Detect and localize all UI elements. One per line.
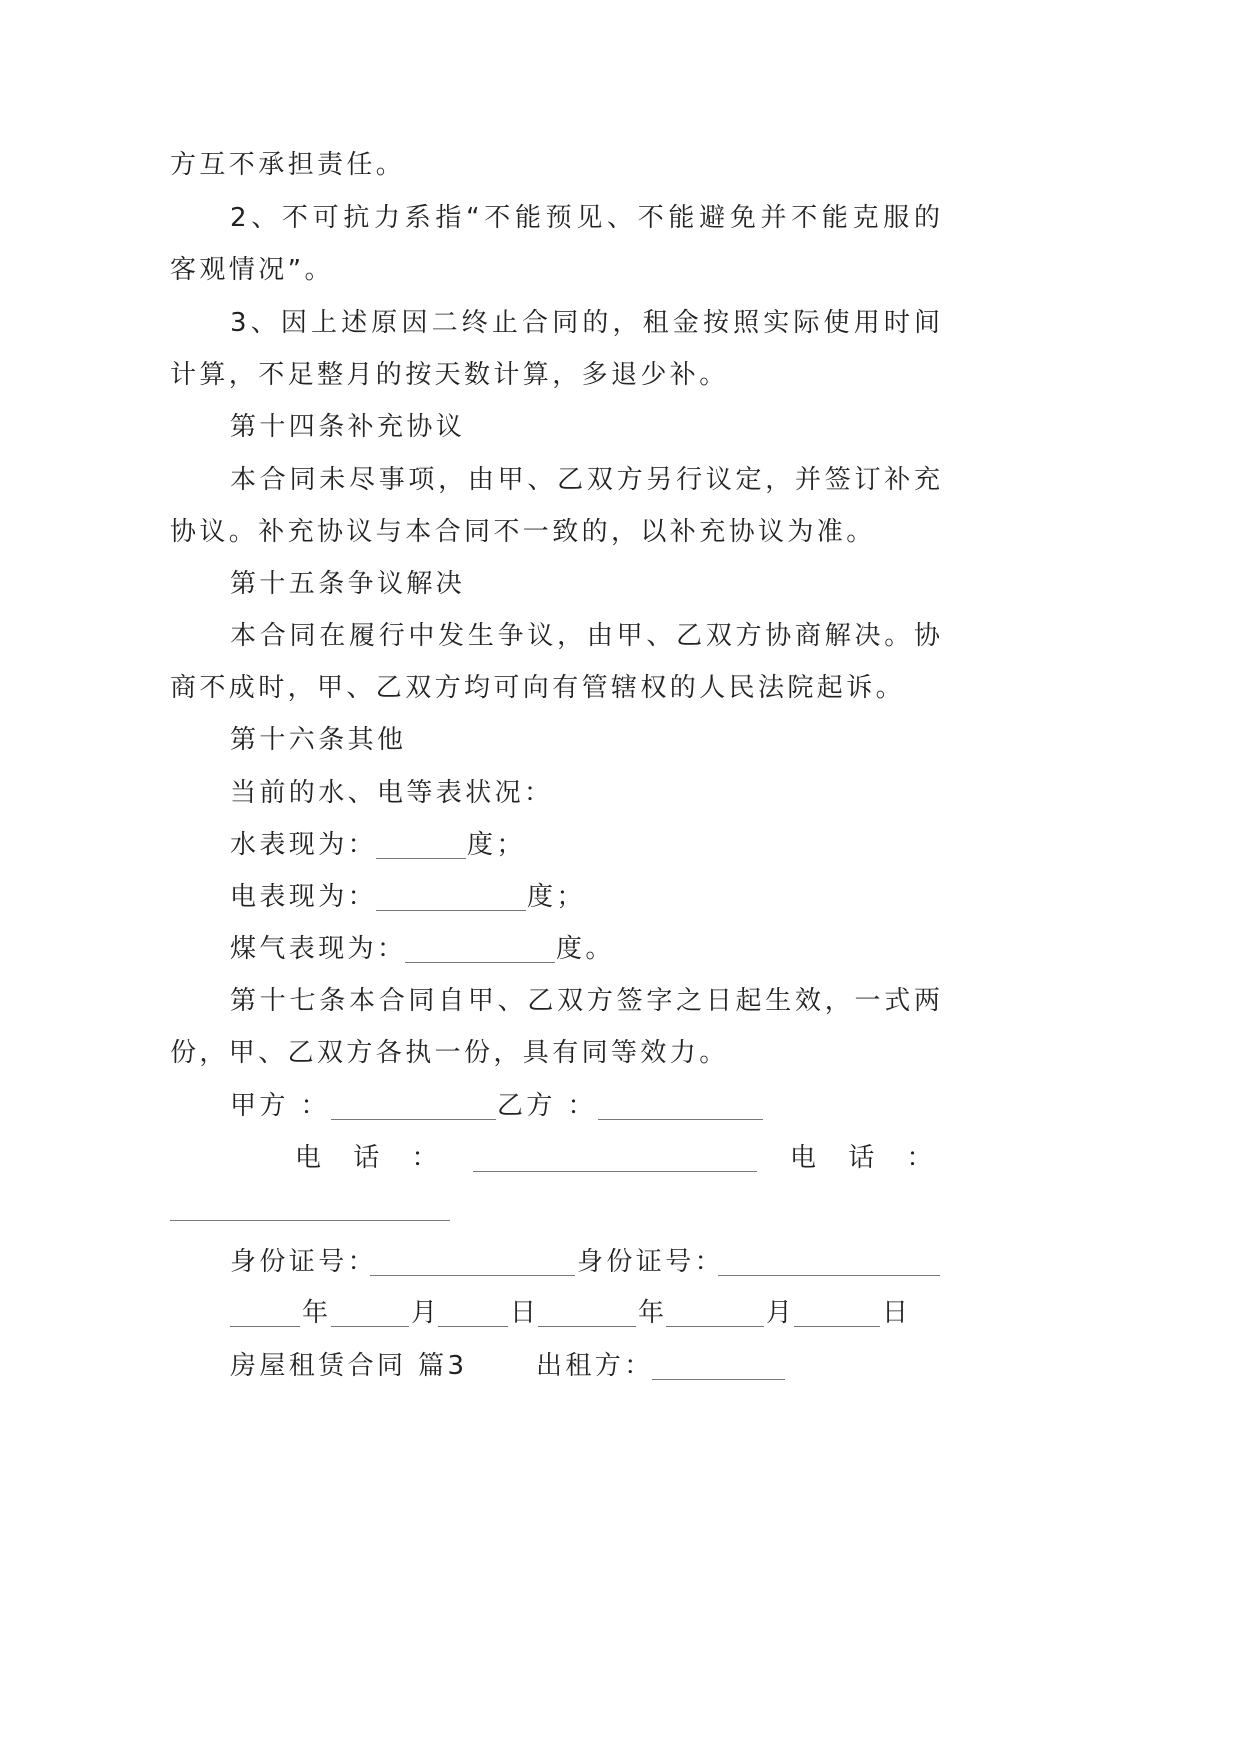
id-b-blank	[718, 1275, 940, 1276]
gas-meter-blank	[405, 962, 555, 963]
party-a-blank	[331, 1119, 496, 1120]
next-section-title: 房屋租赁合同 篇3	[230, 1351, 468, 1381]
clause-3: 3、因上述原因二终止合同的，租金按照实际使用时间	[230, 308, 940, 338]
electric-meter-unit: 度；	[527, 882, 586, 912]
article-16-heading: 第十六条其他	[230, 725, 407, 755]
year-b-label: 年	[638, 1298, 668, 1328]
paragraph-line: 协议。补充协议与本合同不一致的，以补充协议为准。	[170, 517, 876, 547]
article-15-heading: 第十五条争议解决	[230, 569, 466, 599]
gas-meter-label: 煤气表现为：	[230, 934, 407, 964]
phone-a-label: 电 话 ：	[295, 1143, 450, 1173]
month-a-label: 月	[411, 1298, 441, 1328]
month-a-blank	[331, 1326, 409, 1327]
paragraph-line: 份，甲、乙双方各执一份，具有同等效力。	[170, 1038, 729, 1068]
paragraph-line: 本合同在履行中发生争议，由甲、乙双方协商解决。协	[230, 621, 940, 651]
phone-b-blank	[170, 1220, 450, 1221]
water-meter-blank	[376, 858, 466, 859]
article-14-heading: 第十四条补充协议	[230, 412, 466, 442]
party-b-label: 乙方 ：	[497, 1091, 597, 1121]
month-b-blank	[666, 1326, 764, 1327]
day-a-label: 日	[510, 1298, 540, 1328]
id-a-label: 身份证号：	[230, 1247, 378, 1277]
paragraph-line: 当前的水、电等表状况：	[230, 778, 554, 808]
party-b-blank	[598, 1119, 763, 1120]
phone-b-label: 电 话 ：	[790, 1143, 945, 1173]
month-b-label: 月	[766, 1298, 796, 1328]
lessor-blank	[652, 1379, 785, 1380]
article-17: 第十七条本合同自甲、乙双方签字之日起生效，一式两	[230, 986, 940, 1016]
party-a-label: 甲方 ：	[230, 1091, 330, 1121]
day-b-blank	[794, 1326, 880, 1327]
id-a-blank	[370, 1275, 575, 1276]
water-meter-unit: 度；	[467, 830, 526, 860]
year-a-blank	[230, 1326, 300, 1327]
lessor-label: 出租方：	[536, 1351, 654, 1381]
year-a-label: 年	[302, 1298, 332, 1328]
water-meter-label: 水表现为：	[230, 830, 378, 860]
phone-a-blank	[473, 1171, 757, 1172]
clause-2: 2、不可抗力系指“不能预见、不能避免并不能克服的	[230, 203, 940, 233]
paragraph-line: 方互不承担责任。	[170, 150, 406, 180]
paragraph-line: 本合同未尽事项，由甲、乙双方另行议定，并签订补充	[230, 465, 940, 495]
electric-meter-label: 电表现为：	[230, 882, 378, 912]
paragraph-line: 商不成时，甲、乙双方均可向有管辖权的人民法院起诉。	[170, 673, 906, 703]
id-b-label: 身份证号：	[577, 1247, 725, 1277]
electric-meter-blank	[376, 910, 526, 911]
paragraph-line: 计算，不足整月的按天数计算，多退少补。	[170, 360, 729, 390]
day-a-blank	[438, 1326, 508, 1327]
year-b-blank	[538, 1326, 636, 1327]
day-b-label: 日	[882, 1298, 912, 1328]
gas-meter-unit: 度。	[556, 934, 615, 964]
paragraph-line: 客观情况”。	[170, 255, 334, 285]
